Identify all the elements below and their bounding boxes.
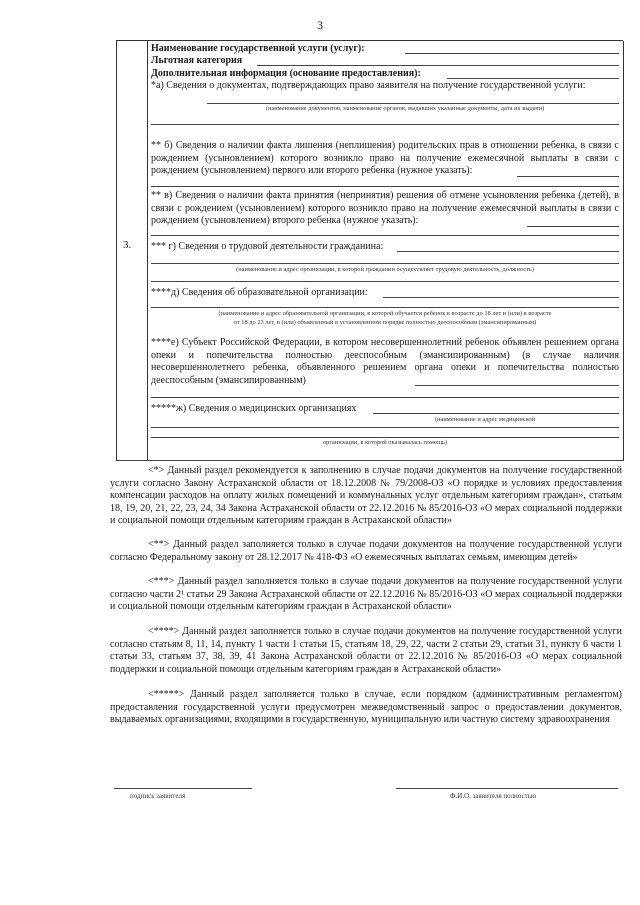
footnote-2: <**> Данный раздел заполняется только в случае подачи документов на получение государственной услуги согласно Федеральному закону от 28.12.2017 № 418-ФЗ «О ежемесячных выплатах семьям, имеющим детей» [110, 539, 622, 563]
section-d-text: ****д) Сведения об образовательной организации: [151, 287, 368, 298]
section-zh-field[interactable] [373, 413, 619, 414]
section-v-text: ** в) Сведения о наличии факта принятия (непринятия) решения об отмене усыновления ребенка (детей), в связи с рождением (усыновлением) которого возникло право на получение ежемесячной выплаты в связи с рождением (усыновлением) второго ребенка (нужное указать): [151, 190, 619, 226]
section-g-caption: (наименование и адрес организации, в которой гражданин осуществляет трудовую деятельность, должность) [236, 266, 534, 273]
section-d-field[interactable] [383, 297, 619, 298]
section-d-field-2[interactable] [151, 307, 619, 308]
section-b-text: ** б) Сведения о наличии факта лишения (неплишения) родительских прав в отношении ребенка, в связи с рождением (усыновлением) которого возникло право на получение ежемесячной выплаты в связи с рождением (усыновлением) первого или второго ребенка (нужное указать): [151, 140, 619, 176]
section-zh-field-2[interactable] [151, 427, 619, 428]
section-e-field-2[interactable] [151, 397, 619, 398]
full-name-field[interactable] [396, 788, 618, 789]
form-table [116, 40, 623, 461]
additional-info-field[interactable] [447, 78, 619, 79]
section-zh-caption-1: (наименование и адрес медицинской [434, 416, 536, 423]
footnote-3: <***> Данный раздел заполняется только в случае подачи документов на получение государственной услуги согласно части 2¹ статьи 29 Закона Астраханской области от 22.12.2016 № 85/2016-ОЗ «О мерах социальной поддержки и социальной помощи отдельным категориям граждан в Астраханской области» [110, 576, 622, 613]
section-v-field-2[interactable] [151, 235, 619, 236]
footnote-4: <****> Данный раздел заполняется только в случае подачи документов на получение государственной услуги согласно статьям 8, 11, 14, пункту 1 части 1 статьи 15, статьям 18, 29, 22, части 2 статьи 29, статьи 31, пункту 6 части 1 статьи 33, статьям 37, 38, 39, 41 Закона Астраханской области от 22.12.2016 № 85/2016-ОЗ «О мерах социальной поддержки и социальной помощи отдельным категориям граждан в Астраханской области» [110, 626, 622, 675]
service-name-field[interactable] [405, 53, 619, 54]
footnote-1: <*> Данный раздел рекомендуется к заполнению в случае подачи документов на получение государственной услуги согласно Закону Астраханской области от 18.12.2008 № 79/2008-ОЗ «О порядке и условиях предоставления компенсации расходов на оплату жилых помещений и коммунальных услуг отдельным категориям граждан», статьям 18, 19, 20, 21, 22, 23, 24, 34 Закона Астраханской области от 22.12.2016 № 85/2016-ОЗ «О мерах социальной поддержки и социальной помощи отдельным категориям граждан в Астраханской области» [110, 465, 622, 527]
page-number: 3 [317, 18, 323, 32]
section-e-field[interactable] [415, 385, 619, 386]
additional-info-label: Дополнительная информация (основание предоставления): [151, 68, 421, 79]
service-name-label: Наименование государственной услуги (услуг): [151, 43, 365, 54]
footnote-5: <*****> Данный раздел заполняется только в случае, если порядком (административным регламентом) предоставления государственной услуги предусмотрен межведомственный запрос о предоставлении документов, выдаваемых организациями, входящими в государственную, муниципальную или частную систему здравоохранения [110, 689, 622, 726]
section-g-field-2[interactable] [151, 263, 619, 264]
category-label: Льготная категория [151, 55, 243, 66]
signature-field[interactable] [114, 788, 252, 789]
section-e-text: ****е) Субъект Российской Федерации, в котором несовершеннолетний ребенок объявлен решением органа опеки и попечительства полностью дееспособным (эмансипированным) (в случае наличия несовершеннолетнего ребенка, объявленного решением органа опеки и попечительства полностью дееспособным (эмансипированным) [151, 337, 619, 386]
section-d-caption-1: (наименование и адрес образовательной организации, в которой обучается ребенок в возрасте до 18 лет и (или) в возрасте [218, 310, 552, 317]
section-b-field[interactable] [517, 176, 619, 177]
section-d-caption-2: от 18 до 23 лет, в (или) объявленный в установленном порядке полностью дееспособным (эмансипированным) [233, 319, 537, 326]
section-g-field-3[interactable] [151, 281, 619, 282]
section-a-text: *а) Сведения о документах, подтверждающих право заявителя на получение государственной услуги: [151, 80, 586, 91]
row-number-cell [116, 41, 148, 461]
section-a-caption: (наименование документов, наименование органов, выдавших указанные документы, дата их выдачи) [265, 105, 545, 112]
section-zh-text: *****ж) Сведения о медицинских организациях [151, 403, 357, 414]
section-zh-caption-2: организации, в которой оказывалась помощь) [322, 439, 448, 446]
table-bottom-border [116, 460, 623, 461]
section-a-field[interactable] [207, 103, 619, 104]
category-field[interactable] [257, 65, 619, 66]
section-v-field[interactable] [527, 226, 619, 227]
row-number: 3. [123, 239, 132, 251]
full-name-caption: Ф.И.О. заявителя полностью [450, 792, 537, 800]
section-b-field-2[interactable] [151, 186, 619, 187]
section-a-field-2[interactable] [151, 124, 619, 125]
section-g-text: *** г) Сведения о трудовой деятельности гражданина: [151, 241, 384, 252]
section-g-field[interactable] [397, 251, 619, 252]
signature-caption: подпись заявителя [130, 792, 186, 800]
section-zh-field-3[interactable] [151, 437, 619, 438]
form-content-cell [147, 41, 624, 461]
